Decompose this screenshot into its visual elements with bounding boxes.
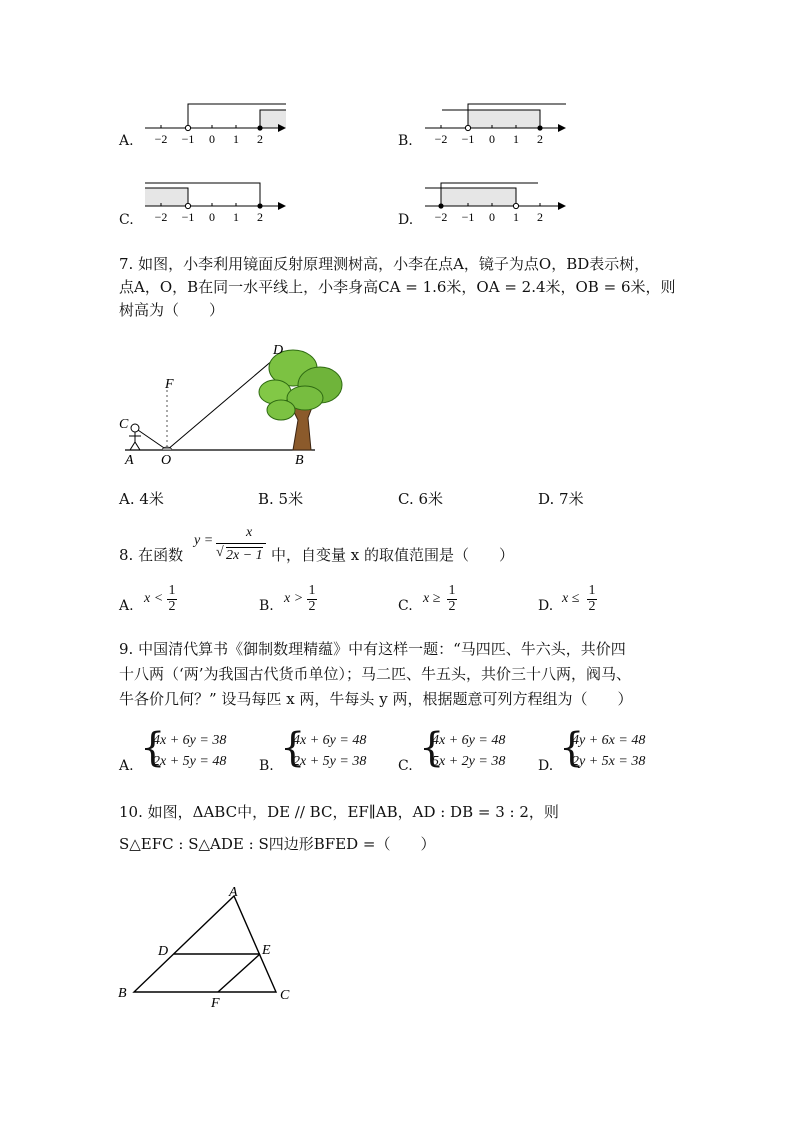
point-label-b: B: [118, 986, 127, 1001]
point-label-a: A: [229, 885, 238, 900]
option-relation: x >: [284, 591, 304, 606]
q8-suffix: 中，自变量 x 的取值范围是（ ）: [271, 546, 514, 564]
equation-2: 2y + 5x = 38: [572, 754, 646, 769]
equation-1: 4x + 6y = 48: [293, 733, 367, 748]
tick-label: −1: [181, 132, 195, 146]
frac-den: 2: [308, 599, 316, 614]
point-label-o: O: [161, 453, 172, 468]
q8-prefix: 8. 在函数: [119, 546, 184, 564]
func-denominator: 2x − 1: [226, 548, 263, 563]
option-letter: C.: [398, 758, 413, 774]
point-label-d: D: [273, 343, 284, 358]
option-letter: A.: [119, 598, 134, 614]
q7-option-c: C. 6米: [398, 490, 444, 508]
option-letter: D.: [538, 598, 554, 614]
frac-num: 1: [588, 583, 596, 598]
point-label-c: C: [280, 988, 290, 1003]
tick-label: −2: [154, 210, 168, 224]
frac-den: 2: [168, 599, 176, 614]
system-brace: {: [140, 725, 166, 771]
option-letter: D.: [398, 212, 414, 228]
tick-label: 2: [257, 210, 263, 224]
equation-2: 2x + 5y = 38: [293, 754, 367, 769]
tick-label: −2: [154, 132, 168, 146]
tick-label: 0: [489, 132, 495, 146]
point-label-c: C: [119, 417, 129, 432]
func-numerator: x: [246, 525, 253, 540]
q7-option-a: A. 4米: [119, 490, 164, 508]
tick-label: 2: [537, 132, 543, 146]
frac-den: 2: [588, 599, 596, 614]
number-line-d: [420, 176, 575, 231]
tick-label: −2: [434, 210, 448, 224]
tick-label: 1: [233, 210, 239, 224]
frac-num: 1: [308, 583, 316, 598]
point-label-e: E: [262, 943, 271, 958]
sqrt-sign: √: [216, 545, 224, 560]
q9-text-line: 十八两（‘两’为我国古代货币单位）；马二匹、牛五头，共价三十八两，阀马、: [119, 665, 632, 683]
tick-label: −1: [461, 210, 475, 224]
option-relation: x ≥: [423, 591, 441, 606]
point-label-d: D: [158, 944, 169, 959]
number-line-c: [140, 176, 295, 231]
system-brace: {: [419, 725, 445, 771]
tick-label: −1: [461, 132, 475, 146]
q7-text-line: 点A，O，B在同一水平线上，小李身高CA = 1.6米，OA = 2.4米，OB = 6米，则: [119, 278, 676, 296]
option-letter: A.: [119, 133, 134, 149]
equation-2: 5x + 2y = 38: [432, 754, 506, 769]
option-letter: B.: [259, 758, 274, 774]
number-line-a: [140, 98, 295, 153]
q10-text-line: 10. 如图，ΔABC中，DE // BC，EF∥AB，AD : DB = 3 : 2，则: [119, 803, 559, 821]
option-letter: B.: [398, 133, 413, 149]
q9-text-line: 9. 中国清代算书《御制数理精蕴》中有这样一题：“马四匹、牛六头，共价四: [119, 640, 626, 658]
q9-text-line: 牛各价几何？” 设马每匹 x 两，牛每头 y 两，根据题意可列方程组为（ ）: [119, 690, 633, 708]
tick-label: 2: [257, 132, 263, 146]
option-relation: x ≤: [562, 591, 580, 606]
tick-label: 0: [209, 210, 215, 224]
system-brace: {: [559, 725, 585, 771]
fraction-bar: [216, 543, 266, 544]
mirror-tree-figure: [115, 340, 355, 470]
option-letter: C.: [398, 598, 413, 614]
q7-option-d: D. 7米: [538, 490, 584, 508]
q7-text-line: 树高为（ ）: [119, 301, 225, 319]
option-relation: x <: [144, 591, 164, 606]
equation-1: 4y + 6x = 48: [572, 733, 646, 748]
tick-label: 0: [209, 132, 215, 146]
number-line-b: [420, 98, 575, 153]
q7-text-line: 7. 如图，小李利用镜面反射原理测树高，小李在点A，镜子为点O，BD表示树，: [119, 255, 650, 273]
tick-label: 0: [489, 210, 495, 224]
system-brace: {: [280, 725, 306, 771]
tick-label: 1: [233, 132, 239, 146]
q7-option-b: B. 5米: [258, 490, 304, 508]
tick-label: 1: [513, 210, 519, 224]
triangle-figure: [112, 878, 312, 1013]
point-label-a: A: [125, 453, 134, 468]
frac-num: 1: [448, 583, 456, 598]
frac-den: 2: [448, 599, 456, 614]
equation-1: 4x + 6y = 38: [153, 733, 227, 748]
tick-label: 1: [513, 132, 519, 146]
option-letter: C.: [119, 212, 134, 228]
equation-2: 2x + 5y = 48: [153, 754, 227, 769]
tick-label: −2: [434, 132, 448, 146]
tick-label: −1: [181, 210, 195, 224]
option-letter: B.: [259, 598, 274, 614]
option-letter: A.: [119, 758, 134, 774]
tick-label: 2: [537, 210, 543, 224]
point-label-f: F: [211, 996, 220, 1011]
func-y: y =: [194, 533, 214, 548]
point-label-f: F: [165, 377, 174, 392]
option-letter: D.: [538, 758, 554, 774]
point-label-b: B: [295, 453, 304, 468]
frac-num: 1: [168, 583, 176, 598]
q10-text-line: S△EFC : S△ADE : S四边形BFED =（ ）: [119, 835, 436, 853]
equation-1: 4x + 6y = 48: [432, 733, 506, 748]
